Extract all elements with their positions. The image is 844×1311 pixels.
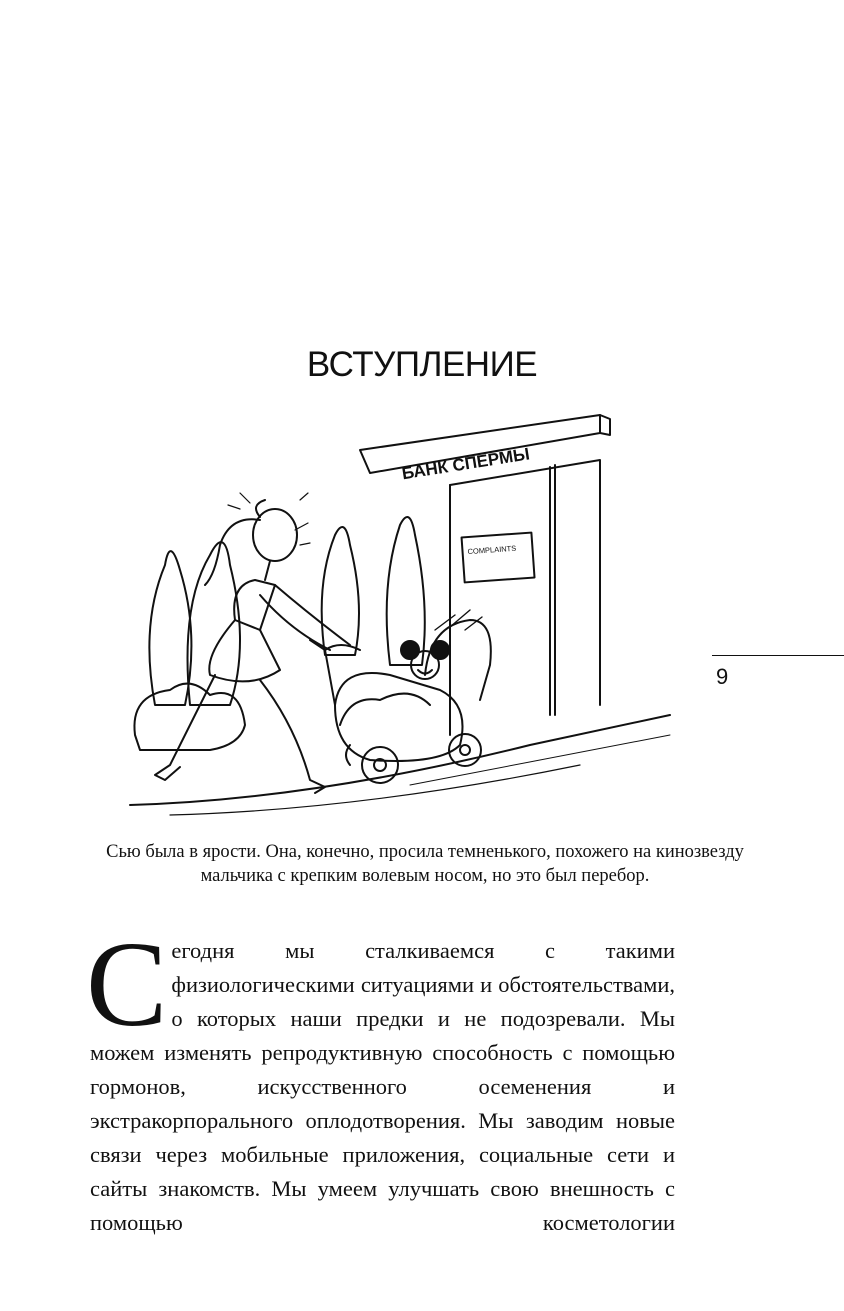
page-number: 9 — [716, 664, 729, 689]
sign-text: БАНК СПЕРМЫ — [400, 444, 531, 484]
chapter-title: ВСТУПЛЕНИЕ — [306, 345, 538, 384]
drop-cap: С — [86, 917, 168, 1052]
body-paragraph — [86, 917, 675, 1240]
illustration-caption: Сью была в ярости. Она, конечно, просила темненького, похожего на кинозвезду мальчика с крепким волевым носом, но это был перебор. — [106, 842, 744, 886]
cartoon-illustration — [110, 405, 705, 825]
page-rule — [712, 655, 844, 656]
body-text: егодня мы сталкиваемся с такими физиологическими ситуациями и обстоятельствами, о которых наши предки и не подозревали. Мы можем изменять репродуктивную способность с помощью гормонов, искусственного осеменения и экстракорпорального оплодотворения. Мы заводим новые связи через мобильные приложения, социальные сети и сайты знакомств. Мы умеем улучшать свою внешность с помощью косметологии — [90, 938, 675, 1235]
poster-text: COMPLAINTS — [467, 543, 517, 557]
